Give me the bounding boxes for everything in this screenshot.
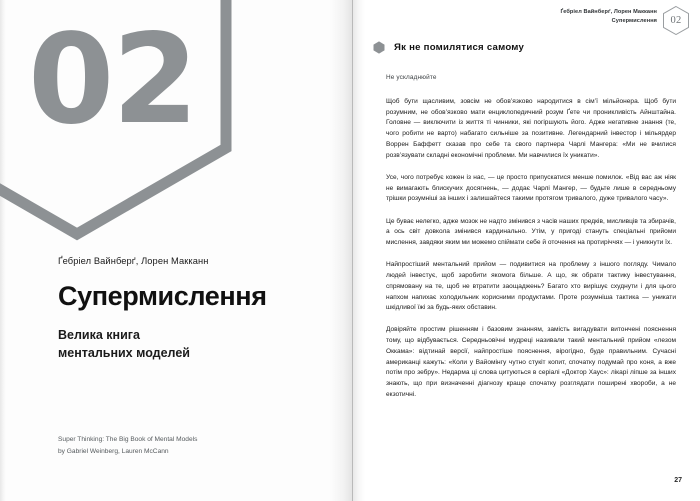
page-number: 27	[674, 477, 682, 484]
book-subtitle-line-2: ментальних моделей	[58, 346, 190, 361]
book-subtitle-line-1: Велика книга	[58, 328, 140, 343]
body-paragraph: Довіряйте простим рішенням і базовим знанням, замість вигадувати витончені пояснення тому, що відбувається. Середньовічні мудреці називали такий ментальний прийом «лезом Оккама»: відтинай версії, найпростіше пояснення, вірогідно, буде правильним. Сучасні американці кажуть: «Коли у Вайомінгу чутно стукіт копит, спочатку подумай про коня, а вже потім про зебру». Недарма ці слова цитуються в серіалі «Доктор Хаус»: лікарі ліпше за інших знають, що при визначенні діагнозу краще спочатку розглядати поширені хвороби, а не екзотичні.	[386, 326, 676, 398]
section-heading	[373, 41, 524, 54]
running-head	[560, 8, 657, 26]
left-page-title-block	[58, 256, 326, 363]
original-title-line-2: by Gabriel Weinberg, Lauren McCann	[58, 447, 169, 455]
body-paragraph: Найпростіший ментальний прийом — подивитися на проблему з іншого погляду. Чимало людей інвестує, щоб заробити якомога більше. А що, як обрати тактику інвестування, спрямовану на те, щоб не втратити заощаджень? Багато хто вирішує схуднути і для цього напхом напихає холодильник корисними продуктами. Проте розумніша тактика — уникати шкідливої їжі за будь-яких обставин.	[386, 261, 676, 312]
original-title-credit	[58, 434, 326, 457]
subsection-kicker: Не ускладнюйте	[386, 74, 437, 81]
hexagon-bullet-icon	[373, 41, 385, 54]
body-paragraph: Щоб бути щасливим, зовсім не обов’язково народитися в сім’ї мільйонера. Щоб бути розумним, не обов’язково мати енциклопедичний розум Ґете чи проникливість Айнштайна. Головне — виключити із життя ті чинники, які погіршують його. Адже негативне знання (те, чого робити не варто) набагато сильніше за позитивне. Легендарний інвестор і мільярдер Воррен Баффетт сказав про себе та свого партнера Чарлі Мангера: «Ми не вчилися розв’язувати складні економічні проблеми. Ми навчилися їх уникати».	[386, 98, 676, 159]
authors-ukrainian: Ґебріел Вайнберґ, Лорен Макканн	[58, 256, 209, 266]
body-text-column	[386, 74, 676, 401]
original-title-line-1: Super Thinking: The Big Book of Mental Models	[58, 436, 198, 443]
right-page	[353, 0, 700, 501]
section-title: Як не помилятися самому	[394, 42, 525, 53]
book-title-ukrainian: Супермислення	[58, 281, 267, 311]
body-paragraph: Це буває нелегко, адже мозок не надто змінився з часів наших предків, мисливців та збирачів, а ось світ довкола змінився кардинально. Утім, у пригоді стануть спеціальні прийоми мислення, завдяки яким ми можемо спіймати себе й оточення на протиріччях — і уникнути їх.	[386, 217, 676, 247]
chapter-hex-badge-number: 02	[670, 14, 682, 26]
right-page-gutter-shadow	[353, 0, 365, 501]
chapter-number: 02	[28, 8, 197, 152]
book-subtitle-ukrainian	[58, 326, 326, 362]
body-paragraph: Усе, чого потребує кожен із нас, — це просто припускатися менше помилок. «Від вас аж ніяк не вимагають блискучих досягнень, — додає Чарлі Мангер, — будьте лише в середньому трішки розумніші за інших і залишайтеся такими протягом тривалого, дуже тривалого часу».	[386, 173, 676, 203]
running-head-authors: Ґебріел Вайнберґ, Лорен Макканн	[560, 9, 657, 15]
running-head-title: Супермислення	[611, 18, 657, 25]
chapter-hex-badge	[661, 5, 691, 35]
gutter-shadow	[330, 0, 352, 501]
